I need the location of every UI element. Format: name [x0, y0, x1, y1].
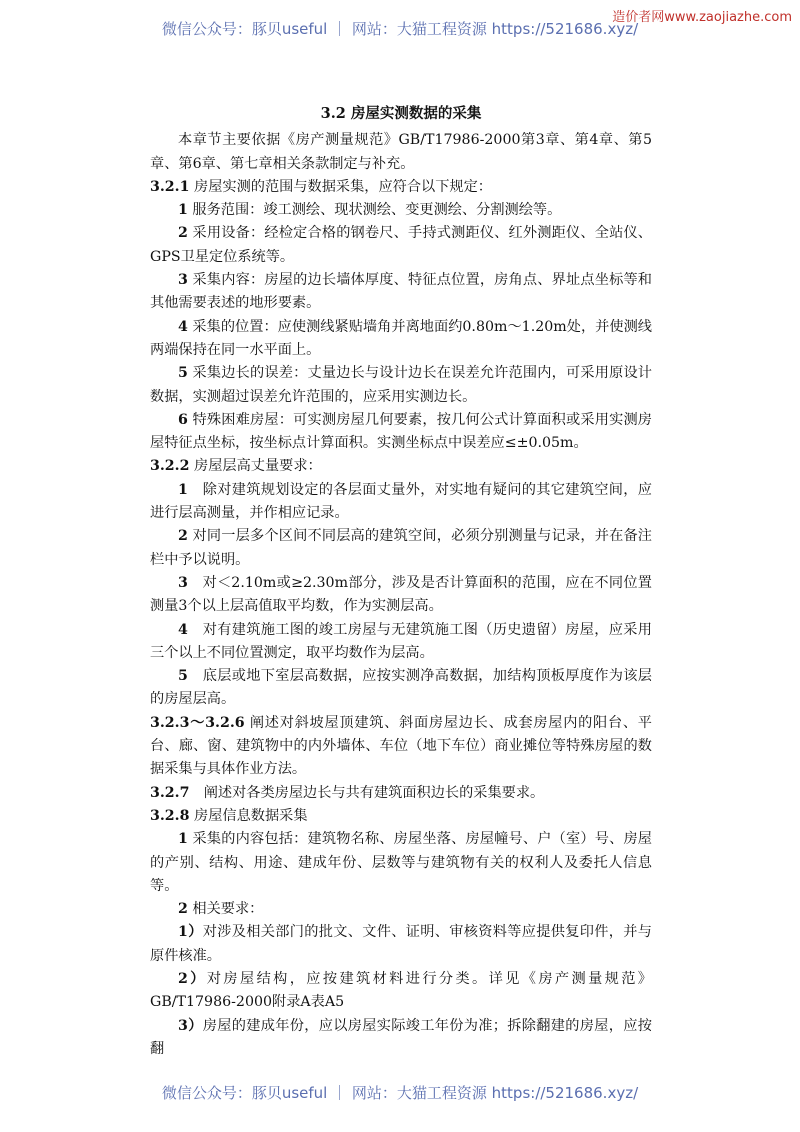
- item-text: 特殊困难房屋：可实测房屋几何要素，按几何公式计算面积或采用实测房屋特征点坐标，按坐标点计算面积。实测坐标点中误差应≤±0.05m。: [150, 411, 652, 452]
- list-item: [150, 525, 652, 572]
- clause-number: 3.2.8: [150, 807, 190, 824]
- list-item: [150, 1015, 652, 1062]
- watermark-bottom: 微信公众号：豚贝useful ｜ 网站：大猫工程资源 https://521686.xyz/: [161, 1084, 639, 1102]
- clause-text: 阐述对斜坡屋顶建筑、斜面房屋边长、成套房屋内的阳台、平台、廊、窗、建筑物中的内外墙体、车位（地下车位）商业摊位等特殊房屋的数据采集与具体作业方法。: [150, 714, 652, 778]
- item-number: 3: [178, 272, 188, 289]
- item-number: 5: [178, 668, 188, 685]
- list-item: [150, 572, 652, 619]
- clause-3-2-8: [150, 805, 652, 828]
- clause-number: 3.2.7: [150, 784, 190, 801]
- list-item: [150, 316, 652, 363]
- item-text: 底层或地下室层高数据，应按实测净高数据，加结构顶板厚度作为该层的房屋层高。: [150, 668, 652, 708]
- corner-watermark: 造价者网www.zaojiazhe.com: [612, 10, 792, 25]
- list-item: [150, 479, 652, 526]
- section-title: 3.2 房屋实测数据的采集: [320, 105, 482, 122]
- list-item: [150, 921, 652, 968]
- list-item: [150, 269, 652, 316]
- list-item: [150, 968, 652, 1015]
- intro-paragraph: 本章节主要依据《房产测量规范》GB/T17986-2000第3章、第4章、第5章、第6章、第七章相关条款制定与补充。: [150, 132, 652, 172]
- item-text: 除对建筑规划设定的各层面丈量外，对实地有疑问的其它建筑空间，应进行层高测量，并作相应记录。: [150, 481, 652, 522]
- item-number: 4: [178, 621, 188, 638]
- list-item: [150, 898, 652, 921]
- item-text: 对涉及相关部门的批文、文件、证明、审核资料等应提供复印件，并与原件核准。: [150, 924, 652, 964]
- list-item: [150, 409, 652, 456]
- clause-number: 3.2.2: [150, 458, 190, 475]
- item-text: 采用设备：经检定合格的钢卷尺、手持式测距仪、红外测距仪、全站仪、GPS卫星定位系统等。: [150, 225, 652, 265]
- clause-3-2-3-to-3-2-6: [150, 712, 652, 782]
- clause-text: 阐述对各类房屋边长与共有建筑面积边长的采集要求。: [189, 784, 545, 801]
- item-number: 1: [178, 831, 188, 848]
- item-text: 采集的位置：应使测线紧贴墙角并离地面约0.80m～1.20m处，并使测线两端保持在同一水平面上。: [150, 318, 652, 358]
- item-text: 相关要求：: [187, 901, 264, 918]
- item-number: 3: [178, 574, 188, 591]
- clause-number: 3.2.1: [150, 178, 190, 195]
- clause-text: 房屋实测的范围与数据采集，应符合以下规定：: [189, 178, 492, 195]
- list-item: [150, 199, 652, 222]
- item-text: 房屋的建成年份，应以房屋实际竣工年份为准；拆除翻建的房屋，应按翻: [150, 1017, 652, 1057]
- item-number: 1: [178, 481, 188, 498]
- document-body: [150, 102, 652, 1061]
- item-number: 4: [178, 318, 188, 335]
- clause-3-2-7: [150, 782, 652, 805]
- item-number: 5: [178, 365, 188, 382]
- list-item: [150, 362, 652, 409]
- item-number: 2）: [178, 970, 207, 987]
- item-number: 1: [178, 202, 188, 219]
- item-number: 2: [178, 225, 188, 242]
- list-item: [150, 222, 652, 269]
- clause-number: 3.2.3～3.2.6: [150, 714, 245, 731]
- item-text: 对有建筑施工图的竣工房屋与无建筑施工图（历史遗留）房屋，应采用三个以上不同位置测定，取平均数作为层高。: [150, 621, 652, 661]
- item-text: 采集内容：房屋的边长墙体厚度、特征点位置，房角点、界址点坐标等和其他需要表述的地形要素。: [150, 272, 652, 312]
- item-number: 3）: [178, 1017, 203, 1034]
- clause-text: 房屋层高丈量要求：: [189, 458, 322, 475]
- item-number: 2: [178, 901, 188, 918]
- item-text: 对房屋结构，应按建筑材料进行分类。详见《房产测量规范》GB/T17986-2000附录A表A5: [150, 970, 652, 1011]
- clause-3-2-2: [150, 455, 652, 478]
- item-text: 对同一层多个区间不同层高的建筑空间，必须分别测量与记录，并在备注栏中予以说明。: [150, 528, 652, 568]
- watermark-top: 微信公众号：豚贝useful ｜ 网站：大猫工程资源 https://521686.xyz/: [161, 20, 639, 38]
- item-text: 采集边长的误差：丈量边长与设计边长在误差允许范围内，可采用原设计数据，实测超过误差允许范围的，应采用实测边长。: [150, 365, 652, 405]
- clause-3-2-1: [150, 176, 652, 199]
- item-text: 对＜2.10m或≥2.30m部分，涉及是否计算面积的范围，应在不同位置测量3个以上层高值取平均数，作为实测层高。: [150, 574, 652, 615]
- clause-text: 房屋信息数据采集: [189, 807, 308, 824]
- list-item: [150, 619, 652, 666]
- item-text: 采集的内容包括：建筑物名称、房屋坐落、房屋幢号、户（室）号、房屋的产别、结构、用途、建成年份、层数等与建筑物有关的权利人及委托人信息等。: [150, 831, 652, 894]
- list-item: [150, 665, 652, 712]
- item-text: 服务范围：竣工测绘、现状测绘、变更测绘、分割测绘等。: [187, 202, 562, 219]
- item-number: 1）: [178, 924, 203, 941]
- item-number: 2: [178, 528, 188, 545]
- list-item: [150, 828, 652, 898]
- item-number: 6: [178, 411, 188, 428]
